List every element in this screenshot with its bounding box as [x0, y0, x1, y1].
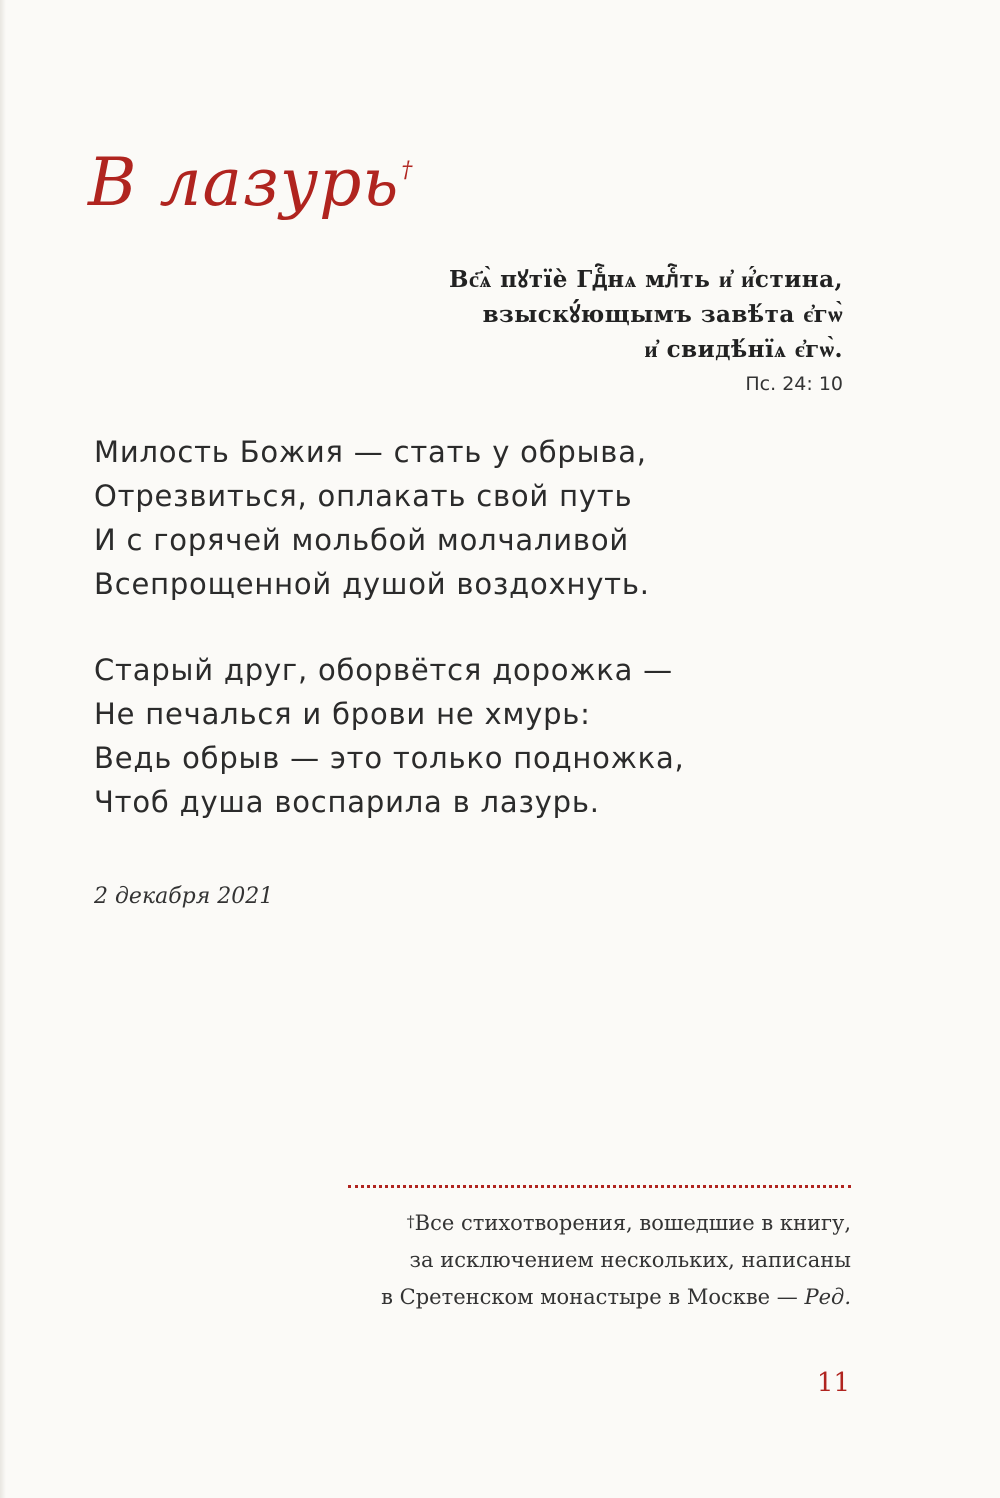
stanza-1: [94, 430, 814, 606]
poem-title: [88, 144, 414, 221]
epigraph-reference: Пс. 24: 10: [745, 373, 843, 395]
footnote-line-1: [291, 1205, 851, 1242]
verse-line: Не печалься и брови не хмурь:: [94, 697, 591, 731]
footnote-divider: [348, 1185, 851, 1188]
footnote-mark: †: [406, 1212, 415, 1231]
epigraph: [323, 262, 843, 399]
stanza-2: [94, 648, 814, 824]
epigraph-line: и҆ свидѣ́нїѧ є҆гѡ̀.: [644, 336, 843, 363]
page-edge-shadow: [0, 0, 6, 1498]
poem-title-text: В лазурь: [88, 144, 400, 221]
verse-line: Всепрощенной душой воздохнуть.: [94, 567, 650, 601]
epigraph-line: взыскꙋ́ющымъ завѣ́та є҆гѡ̀: [482, 301, 843, 328]
poem-date: 2 декабря 2021: [94, 884, 274, 909]
verse-line: И с горячей мольбой молчаливой: [94, 523, 630, 557]
title-footnote-mark: †: [401, 158, 414, 183]
verse-line: Милость Божия — стать у обрыва,: [94, 435, 647, 469]
epigraph-line: Вс҃ѧ̀ пꙋтїѐ Гдⷭ҇нѧ млⷭ҇ть и҆ и҆́стина,: [448, 266, 843, 293]
footnote-line-3: [291, 1279, 851, 1316]
verse-line: Отрезвиться, оплакать свой путь: [94, 479, 633, 513]
footnote-editor-abbrev: Ред.: [804, 1285, 851, 1309]
verse-line: Старый друг, оборвётся дорожка —: [94, 653, 673, 687]
footnote: [291, 1205, 851, 1316]
verse-line: Ведь обрыв — это только подножка,: [94, 741, 685, 775]
verse-line: Чтоб душа воспарила в лазурь.: [94, 785, 600, 819]
footnote-text-3: в Сретенском монастыре в Москве —: [381, 1285, 805, 1309]
footnote-line-2: за исключением нескольких, написаны: [409, 1248, 851, 1272]
page-number: 11: [816, 1368, 850, 1398]
footnote-text-1: Все стихотворения, вошедшие в книгу,: [414, 1211, 851, 1235]
